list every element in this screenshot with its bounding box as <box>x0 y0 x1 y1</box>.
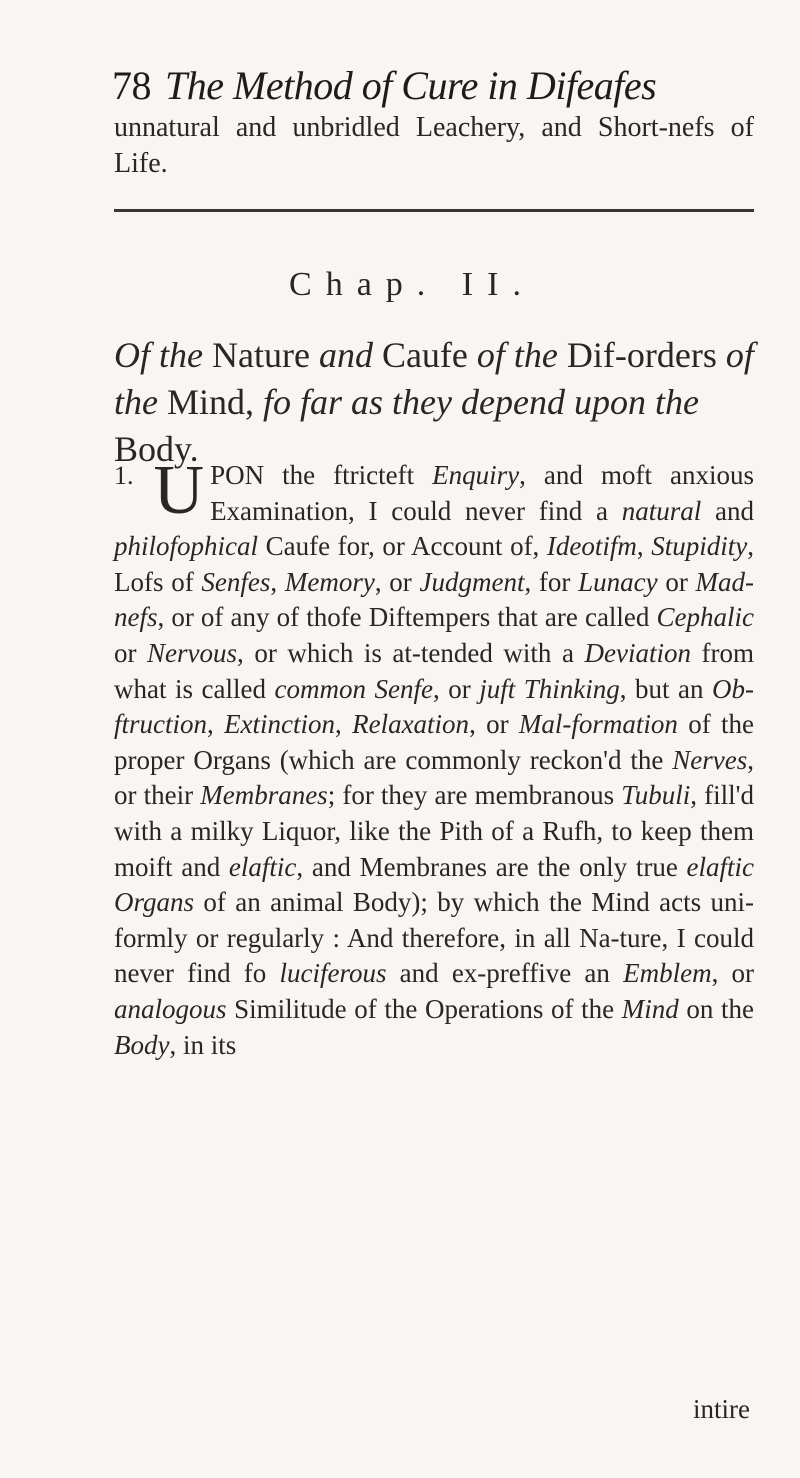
title-run: Dif-orders <box>566 335 726 375</box>
text-run: , <box>636 531 652 562</box>
text-run: Stupidity <box>651 531 748 562</box>
text-run: , but an <box>619 673 712 704</box>
text-run: luciferous <box>279 958 387 989</box>
text-run: Judgment <box>419 566 525 597</box>
paragraph-number: 1. <box>114 461 134 490</box>
text-run: , or of any of thofe Diftempers that are called <box>157 602 657 633</box>
text-run: Enquiry <box>432 460 520 490</box>
text-run: , and Membranes are the only true <box>296 851 687 882</box>
text-run: , in its <box>169 1029 237 1060</box>
text-run: Ideotifm <box>546 531 637 562</box>
title-run: Of <box>114 335 159 375</box>
text-run: Ob-ftruction <box>114 673 754 740</box>
text-run: , <box>335 709 353 740</box>
text-run: elaftic <box>228 851 297 882</box>
title-run: of the <box>114 335 754 422</box>
title-run: Nature <box>211 335 319 375</box>
text-run: Nervous <box>147 637 238 668</box>
title-run: the <box>159 335 212 375</box>
text-run: common Senfe <box>274 673 433 704</box>
paragraph-text <box>114 452 755 1060</box>
text-run: , and moft anxious Examination, I could never find a <box>210 460 754 526</box>
text-run: from what is called <box>114 637 754 704</box>
text-run: Lunacy <box>578 566 658 597</box>
text-run: , or <box>469 709 519 740</box>
catchword: intire <box>693 1394 750 1424</box>
text-run: , or their <box>114 744 754 811</box>
text-run: of the proper Organs (which are commonly reckon'd the <box>114 709 755 775</box>
paragraph-1 <box>114 452 755 1063</box>
text-run: , <box>270 566 285 597</box>
text-run: ; for they are membranous <box>327 780 622 811</box>
text-run: , or <box>711 958 754 989</box>
text-run: , for <box>524 566 579 597</box>
text-run: , fill'd with a milky Liquor, like the Pith of a Rufh, to keep them moift and <box>114 780 754 882</box>
chapter-title <box>114 332 754 473</box>
text-run: , or <box>374 566 420 597</box>
continued-text: unnatural and unbridled Leachery, and Short-nefs of Life. <box>114 112 754 179</box>
title-run: Caufe <box>381 335 477 375</box>
text-run: , or which is at-tended with a <box>237 637 585 668</box>
text-run: Similitude of the Operations of the <box>226 993 622 1024</box>
title-run: Mind, <box>166 382 263 422</box>
text-run: Memory <box>284 566 375 597</box>
text-run: PON the ftricteft <box>210 460 433 490</box>
text-run: Caufe for, or Account of, <box>258 531 547 562</box>
text-run: philofophical <box>114 531 258 562</box>
page-number: 78 <box>112 63 151 108</box>
text-run: Body <box>114 1029 170 1060</box>
title-run: Body. <box>114 429 199 469</box>
text-run: Extinction <box>224 709 336 740</box>
text-run: Mind <box>621 993 679 1024</box>
text-run: Mad-nefs <box>114 566 755 633</box>
text-run: elaftic Organs <box>114 851 755 918</box>
text-run: of an animal Body); by which the Mind acts uni-formly or regularly : And therefore, in all Na-ture, I could never find fo <box>114 887 754 989</box>
drop-cap: U <box>153 452 205 529</box>
text-run: and ex-preffive an <box>386 958 624 989</box>
text-run: juft Thinking <box>479 673 620 704</box>
text-run: , Lofs of <box>114 531 754 597</box>
text-run: and <box>701 495 754 526</box>
text-run: , or <box>432 673 480 704</box>
chapter-heading: Chap. II. <box>289 266 535 303</box>
text-run: , <box>207 709 225 740</box>
text-run: Senfes <box>201 566 271 597</box>
title-run: of the <box>476 335 567 375</box>
text-run: analogous <box>114 993 227 1024</box>
title-run: and <box>318 335 382 375</box>
running-header <box>112 62 752 109</box>
text-run: Mal-formation <box>518 709 678 740</box>
text-run: Cephalic <box>656 602 754 633</box>
text-run: Nerves <box>672 744 748 775</box>
title-run: fo far as they depend upon the <box>263 382 699 422</box>
text-run: Tubuli <box>621 780 691 811</box>
text-run: or <box>114 637 148 668</box>
text-run: Emblem <box>623 958 712 989</box>
text-run: natural <box>621 495 702 526</box>
text-run: Relaxation <box>352 709 470 740</box>
running-title: The Method of Cure in Difeafes <box>165 63 657 108</box>
section-divider <box>114 209 754 212</box>
text-run: Membranes <box>200 780 328 811</box>
text-run: on the <box>678 993 754 1024</box>
text-run: Deviation <box>584 637 691 668</box>
text-run: or <box>657 566 696 597</box>
